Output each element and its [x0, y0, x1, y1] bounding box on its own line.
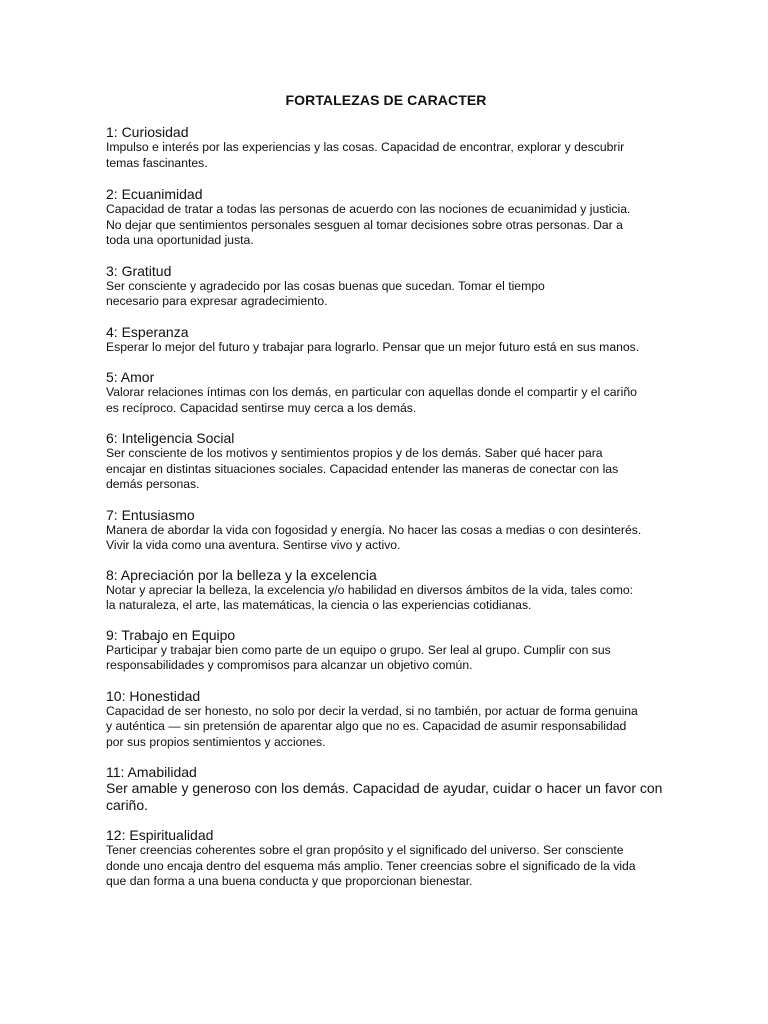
strength-entry-espiritualidad	[106, 827, 666, 890]
entry-description-line: Valorar relaciones íntimas con los demás, en particular con aquellas donde el compartir y el cariño	[106, 385, 637, 399]
entry-description-line: demás personas.	[106, 477, 200, 491]
entry-description-line: temas fascinantes.	[106, 155, 208, 170]
strength-entry-amor	[106, 369, 666, 416]
entry-description-line: Ser consciente y agradecido por las cosas buenas que sucedan. Tomar el tiempo	[106, 278, 545, 293]
entry-heading: 8: Apreciación por la belleza y la excelencia	[106, 566, 377, 583]
entry-heading: 2: Ecuanimidad	[106, 186, 203, 202]
entry-description-line: donde uno encaja dentro del esquema más amplio. Tener creencias sobre el significado de la vida	[106, 858, 636, 873]
entry-description-line: No dejar que sentimientos personales sesguen al tomar decisiones sobre otras personas. Dar a	[106, 217, 623, 232]
strength-entry-honestidad	[106, 688, 666, 751]
entry-description-line: responsabilidades y compromisos para alcanzar un objetivo común.	[106, 658, 473, 672]
entry-description-line: es recíproco. Capacidad sentirse muy cerca a los demás.	[106, 400, 417, 415]
entry-heading: 10: Honestidad	[106, 687, 201, 704]
entry-description-line: Capacidad de tratar a todas las personas de acuerdo con las nociones de ecuanimidad y justicia.	[106, 202, 631, 216]
document-page	[106, 92, 666, 890]
entry-heading: 1: Curiosidad	[106, 124, 189, 140]
entry-description-line: cariño.	[106, 797, 149, 813]
entry-heading: 12: Espiritualidad	[106, 827, 214, 843]
entry-heading: 5: Amor	[106, 369, 155, 385]
strength-entry-amabilidad	[106, 764, 666, 814]
entry-description-line: Capacidad de ser honesto, no solo por decir la verdad, si no también, por actuar de forma genuina	[106, 703, 638, 718]
entry-description-line: por sus propios sentimientos y acciones.	[106, 734, 326, 749]
entry-description-line: Tener creencias coherentes sobre el gran propósito y el significado del universo. Ser consciente	[106, 843, 624, 857]
entry-description-line: encajar en distintas situaciones sociales. Capacidad entender las maneras de conectar con las	[106, 461, 619, 476]
entry-description-line: y auténtica — sin pretensión de aparentar algo que no es. Capacidad de asumir responsabilidad	[106, 719, 627, 733]
entry-description-line: necesario para expresar agradecimiento.	[106, 294, 328, 308]
entry-description-line: toda una oportunidad justa.	[106, 233, 254, 247]
entry-heading: 3: Gratitud	[106, 262, 172, 279]
entry-heading: 6: Inteligencia Social	[106, 430, 235, 446]
strength-entry-apreciacion-belleza	[106, 567, 666, 614]
entry-heading: 11: Amabilidad	[106, 764, 197, 780]
strength-entry-ecuanimidad	[106, 186, 666, 249]
entry-description-line: Vivir la vida como una aventura. Sentirse vivo y activo.	[106, 538, 401, 552]
entry-description-line: Ser amable y generoso con los demás. Capacidad de ayudar, cuidar o hacer un favor con	[106, 780, 663, 796]
entry-heading: 7: Entusiasmo	[106, 506, 195, 523]
strength-entry-curiosidad	[106, 124, 666, 171]
entry-heading: 9: Trabajo en Equipo	[106, 626, 236, 643]
strength-entry-gratitud	[106, 263, 666, 310]
strength-entry-trabajo-equipo	[106, 627, 666, 674]
strength-entry-esperanza	[106, 324, 666, 356]
entry-description-line: que dan forma a una buena conducta y que proporcionan bienestar.	[106, 874, 473, 888]
entry-description-line: Impulso e interés por las experiencias y las cosas. Capacidad de encontrar, explorar y descubrir	[106, 140, 625, 154]
strength-entry-inteligencia-social	[106, 430, 666, 493]
entry-description-line: la naturaleza, el arte, las matemáticas, la ciencia o las experiencias cotidianas.	[106, 598, 532, 612]
page-title: FORTALEZAS DE CARACTER	[285, 92, 487, 108]
entry-description-line: Participar y trabajar bien como parte de un equipo o grupo. Ser leal al grupo. Cumplir con sus	[106, 642, 611, 657]
entry-heading: 4: Esperanza	[106, 323, 189, 340]
strength-entry-entusiasmo	[106, 507, 666, 554]
entry-description-line: Ser consciente de los motivos y sentimientos propios y de los demás. Saber qué hacer para	[106, 446, 603, 460]
entry-description-line: Esperar lo mejor del futuro y trabajar para lograrlo. Pensar que un mejor futuro está en sus manos.	[106, 339, 640, 354]
entry-description-line: Notar y apreciar la belleza, la excelencia y/o habilidad en diversos ámbitos de la vida, tales como:	[106, 582, 634, 597]
entry-description-line: Manera de abordar la vida con fogosidad y energía. No hacer las cosas a medias o con desinterés.	[106, 522, 642, 537]
